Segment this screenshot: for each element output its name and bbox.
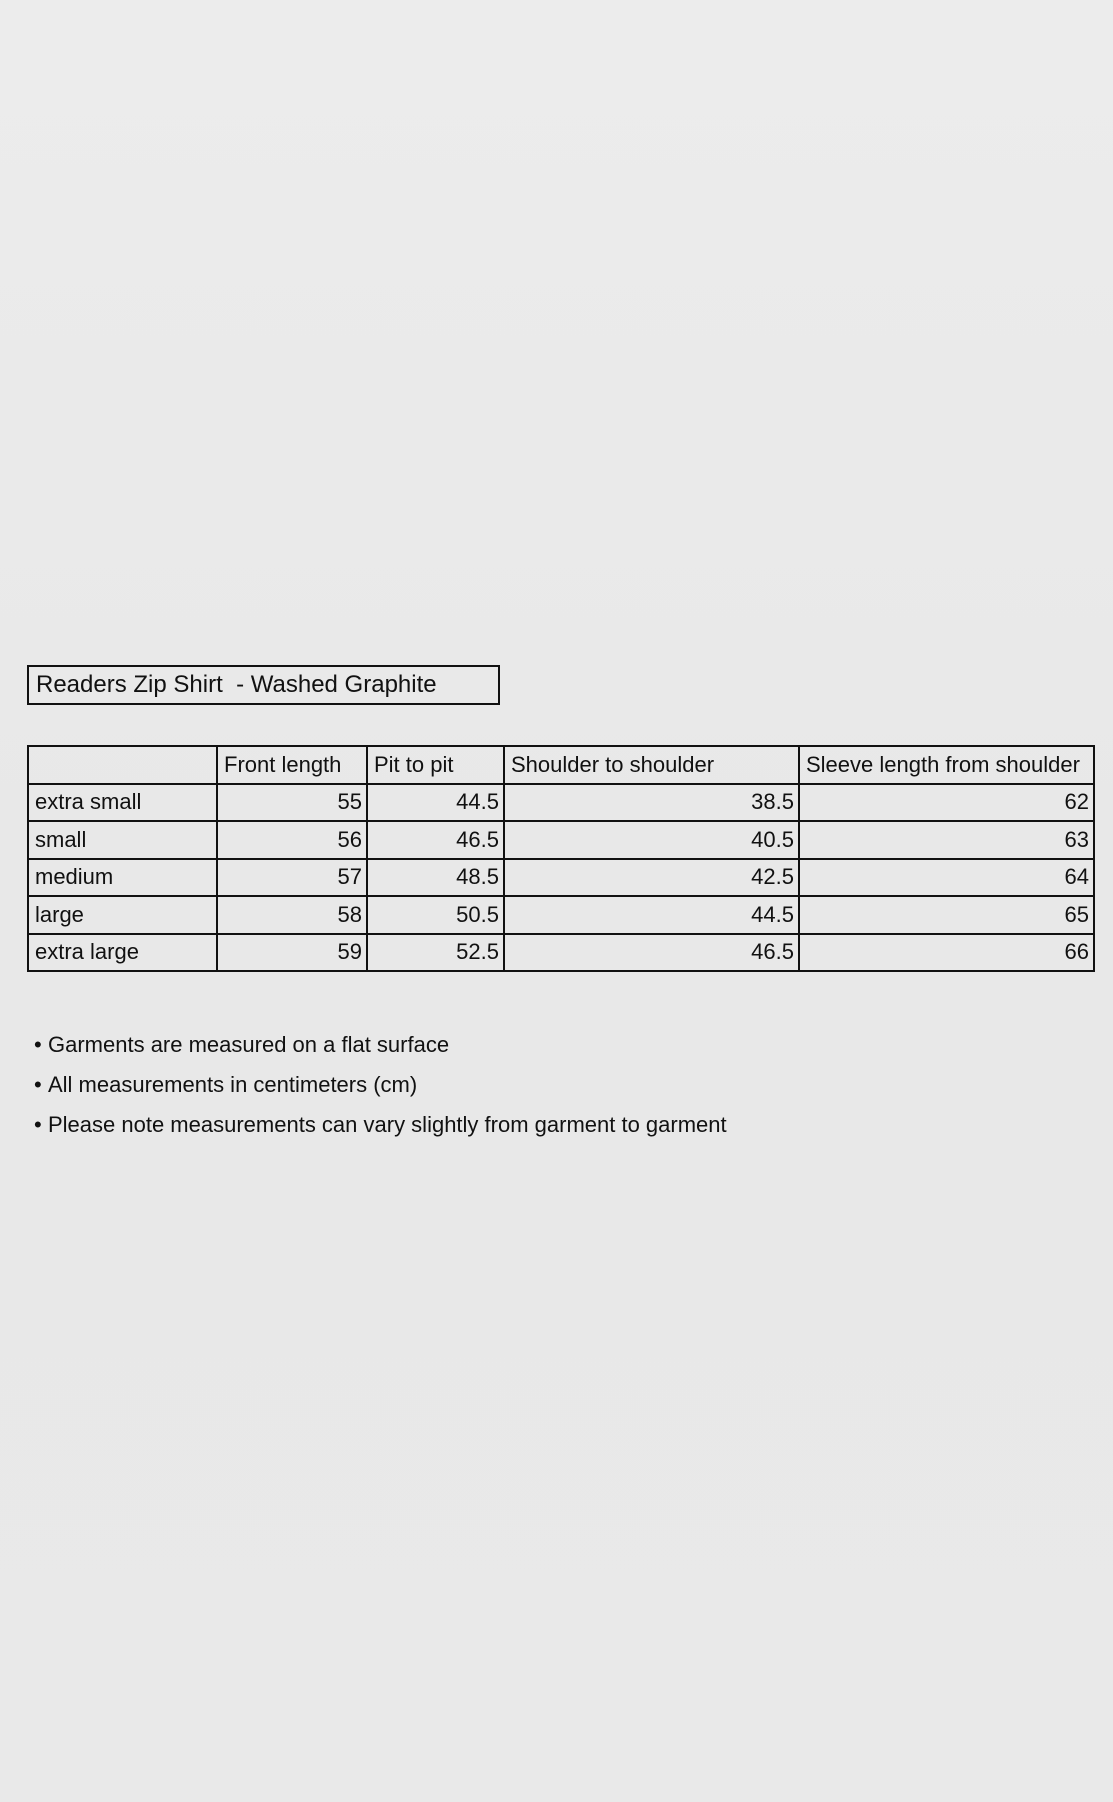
product-title: Readers Zip Shirt - Washed Graphite <box>27 665 500 705</box>
bullet-icon: • <box>34 1072 42 1097</box>
pit-to-pit-value: 44.5 <box>367 784 504 822</box>
size-label: extra small <box>28 784 217 822</box>
table-row <box>28 784 1094 822</box>
table-row <box>28 821 1094 859</box>
measurement-notes <box>34 1028 727 1148</box>
table-row <box>28 859 1094 897</box>
bullet-icon: • <box>34 1112 42 1137</box>
shoulder-to-shoulder-value: 42.5 <box>504 859 799 897</box>
shoulder-to-shoulder-value: 46.5 <box>504 934 799 972</box>
front-length-value: 57 <box>217 859 367 897</box>
sleeve-length-value: 66 <box>799 934 1094 972</box>
front-length-value: 58 <box>217 896 367 934</box>
sleeve-length-value: 64 <box>799 859 1094 897</box>
note-text: Please note measurements can vary slightly from garment to garment <box>48 1112 727 1137</box>
header-sleeve-length: Sleeve length from shoulder <box>799 746 1094 784</box>
size-label: medium <box>28 859 217 897</box>
front-length-value: 59 <box>217 934 367 972</box>
pit-to-pit-value: 52.5 <box>367 934 504 972</box>
size-label: large <box>28 896 217 934</box>
note-text: Garments are measured on a flat surface <box>48 1032 450 1057</box>
shoulder-to-shoulder-value: 38.5 <box>504 784 799 822</box>
header-pit-to-pit: Pit to pit <box>367 746 504 784</box>
bullet-icon: • <box>34 1032 42 1057</box>
pit-to-pit-value: 48.5 <box>367 859 504 897</box>
note-item <box>34 1028 727 1068</box>
sleeve-length-value: 62 <box>799 784 1094 822</box>
front-length-value: 55 <box>217 784 367 822</box>
note-item <box>34 1108 727 1148</box>
header-shoulder-to-shoulder: Shoulder to shoulder <box>504 746 799 784</box>
note-text: All measurements in centimeters (cm) <box>48 1072 418 1097</box>
table-header-row <box>28 746 1094 784</box>
sleeve-length-value: 63 <box>799 821 1094 859</box>
pit-to-pit-value: 50.5 <box>367 896 504 934</box>
shoulder-to-shoulder-value: 44.5 <box>504 896 799 934</box>
size-label: small <box>28 821 217 859</box>
note-item <box>34 1068 727 1108</box>
header-size <box>28 746 217 784</box>
header-front-length: Front length <box>217 746 367 784</box>
sleeve-length-value: 65 <box>799 896 1094 934</box>
front-length-value: 56 <box>217 821 367 859</box>
shoulder-to-shoulder-value: 40.5 <box>504 821 799 859</box>
size-label: extra large <box>28 934 217 972</box>
table-row <box>28 896 1094 934</box>
table-row <box>28 934 1094 972</box>
pit-to-pit-value: 46.5 <box>367 821 504 859</box>
size-chart-table <box>27 745 1095 972</box>
